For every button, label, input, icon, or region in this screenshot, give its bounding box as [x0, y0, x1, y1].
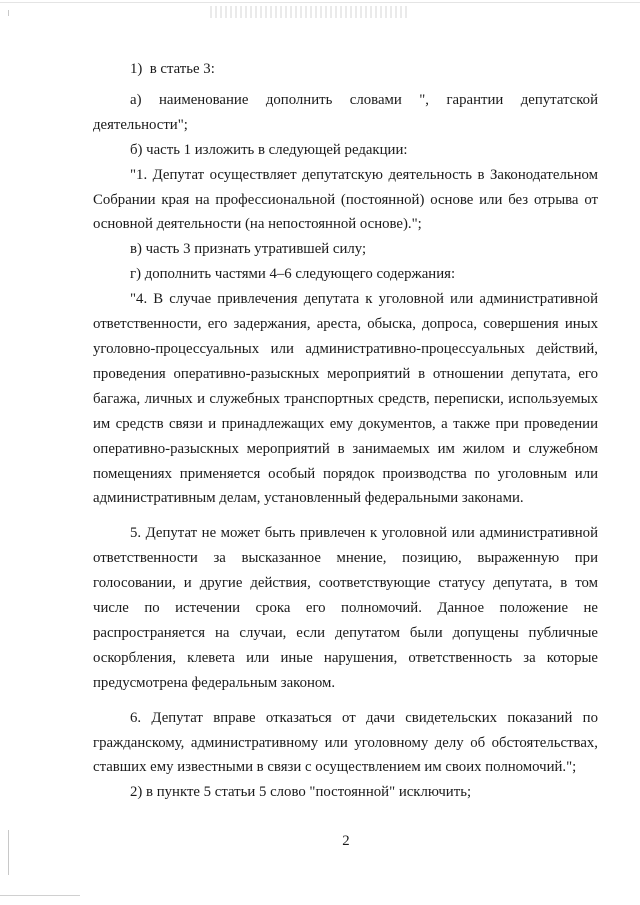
scan-edge-left: [8, 10, 9, 16]
scan-edge-top: [0, 2, 640, 3]
paragraph: 1) в статье 3:: [130, 61, 215, 77]
paragraph: "4. В случае привлечения депутата к уголовной или административной ответственности, его задержания, ареста, обыска, допроса, совершения иных уголовно-процессуальных или административно-процессуальных действий, проведения оперативно-разыскных мероприятий в отношении депутата, его багажа, личных и служебных транспортных средств, переписки, используемых им средств связи и принадлежащих ему документов, а также при проведении оперативно-разыскных мероприятий в занимаемых им жилом и служебном помещениях применяется особый порядок производства по уголовным или административным делам, установленный федеральными законами.: [93, 291, 598, 507]
paragraph: а) наименование дополнить словами ", гарантии депутатской деятельности";: [93, 91, 598, 133]
paragraph: "1. Депутат осуществляет депутатскую деятельность в Законодательном Собрании края на профессиональной (постоянной) основе или без отрыва от основной деятельности (на непостоянной основе).";: [93, 166, 598, 233]
document-body: [93, 57, 598, 805]
paragraph: 2) в пункте 5 статьи 5 слово "постоянной" исключить;: [130, 784, 472, 801]
page-number: 2: [342, 833, 350, 849]
paragraph: 6. Депутат вправе отказаться от дачи свидетельских показаний по гражданскому, административному или уголовному делу об обстоятельствах, ставших ему известными в связи с осуществлением им своих полномочий.";: [93, 709, 598, 776]
paragraph: 5. Депутат не может быть привлечен к уголовной или административной ответственности за высказанное мнение, позицию, выраженную при голосовании, и другие действия, соответствующие статусу депутата, в том числе по истечении срока его полномочий. Данное положение не распространяется на случаи, если депутатом были допущены публичные оскорбления, клевета или иные нарушения, ответственность за которые предусмотрена федеральным законом.: [93, 525, 598, 691]
paragraph: г) дополнить частями 4–6 следующего содержания:: [130, 266, 456, 283]
scan-artifact: [210, 6, 410, 18]
paragraph: в) часть 3 признать утратившей силу;: [130, 241, 367, 258]
paragraph: б) часть 1 изложить в следующей редакции:: [130, 141, 408, 158]
scan-edge-bottom: [0, 895, 80, 896]
